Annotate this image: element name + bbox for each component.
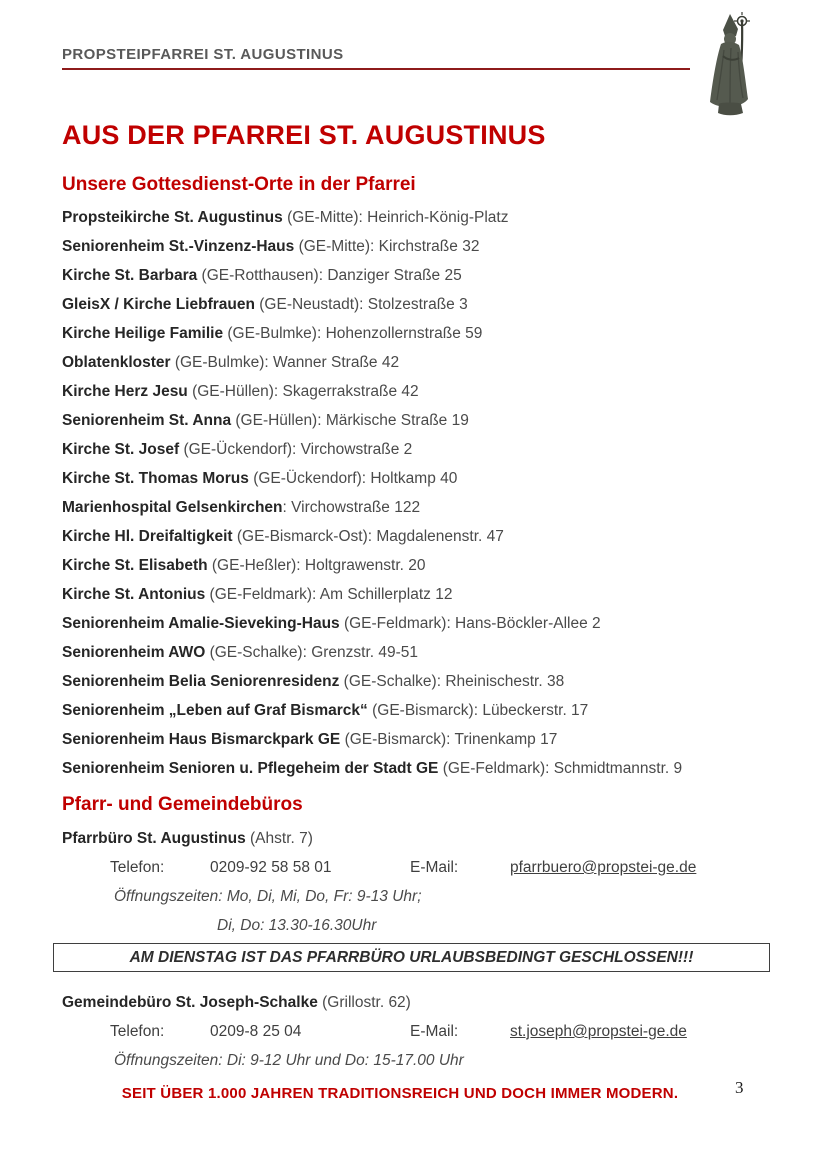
site-detail: (GE-Schalke): Rheinischestr. 38 [339, 673, 565, 690]
site-detail: (GE-Hüllen): Märkische Straße 19 [231, 412, 469, 429]
office-gemeindebuero [62, 988, 770, 1075]
section-heading-worship-sites: Unsere Gottesdienst-Orte in der Pfarrei [62, 174, 416, 195]
bishop-statue-icon [697, 12, 763, 116]
list-item [62, 696, 772, 725]
phone-number: 0209-8 25 04 [210, 1023, 302, 1040]
list-item [62, 406, 772, 435]
list-item [62, 290, 772, 319]
site-name: Kirche Heilige Familie [62, 325, 224, 342]
list-item [62, 551, 772, 580]
site-name: Seniorenheim Senioren u. Pflegeheim der Stadt GE [62, 760, 439, 777]
site-detail: (GE-Bismarck): Trinenkamp 17 [340, 731, 558, 748]
list-item [62, 609, 772, 638]
site-name: Seniorenheim Belia Seniorenresidenz [62, 673, 340, 690]
site-name: Seniorenheim „Leben auf Graf Bismarck“ [62, 702, 368, 719]
site-detail: (GE-Bulmke): Wanner Straße 42 [170, 354, 400, 371]
site-detail: (GE-Ückendorf): Holtkamp 40 [248, 470, 458, 487]
site-name: Seniorenheim Amalie-Sieveking-Haus [62, 615, 340, 632]
phone-label: Telefon: [110, 859, 165, 876]
site-name: Propsteikirche St. Augustinus [62, 209, 283, 226]
site-name: Seniorenheim Haus Bismarckpark GE [62, 731, 341, 748]
site-name: Kirche St. Barbara [62, 267, 198, 284]
site-detail: (GE-Bismarck-Ost): Magdalenenstr. 47 [232, 528, 504, 545]
site-detail: : Virchowstraße 122 [282, 499, 421, 516]
page-header [62, 46, 690, 70]
closure-notice-text: AM DIENSTAG IST DAS PFARRBÜRO URLAUBSBEDINGT GESCHLOSSEN!!! [129, 949, 694, 966]
site-detail: (GE-Ückendorf): Virchowstraße 2 [179, 441, 413, 458]
email-label: E-Mail: [410, 1023, 459, 1040]
office-name-line [62, 988, 770, 1017]
list-item [62, 464, 772, 493]
list-item [62, 754, 772, 783]
page-number: 3 [735, 1078, 744, 1097]
office-contact-row [110, 1017, 770, 1046]
site-name: Marienhospital Gelsenkirchen [62, 499, 283, 516]
office-address: (Grillostr. 62) [317, 994, 411, 1011]
phone-number: 0209-92 58 58 01 [210, 859, 332, 876]
site-name: Kirche St. Elisabeth [62, 557, 208, 574]
site-detail: (GE-Feldmark): Hans-Böckler-Allee 2 [339, 615, 601, 632]
email-link[interactable]: pfarrbuero@propstei-ge.de [510, 859, 697, 876]
site-name: Kirche Hl. Dreifaltigkeit [62, 528, 233, 545]
list-item [62, 348, 772, 377]
offices-section [62, 824, 770, 1075]
worship-site-list [62, 203, 772, 783]
site-detail: (GE-Bismarck): Lübeckerstr. 17 [367, 702, 589, 719]
email-link[interactable]: st.joseph@propstei-ge.de [510, 1023, 687, 1040]
site-name: Seniorenheim St. Anna [62, 412, 232, 429]
office-address: (Ahstr. 7) [245, 830, 313, 847]
list-item [62, 232, 772, 261]
site-name: Kirche Herz Jesu [62, 383, 188, 400]
office-contact-row [110, 853, 770, 882]
site-detail: (GE-Hüllen): Skagerrakstraße 42 [187, 383, 419, 400]
site-name: Kirche St. Thomas Morus [62, 470, 249, 487]
office-hours-line1: Öffnungszeiten: Di: 9-12 Uhr und Do: 15-17.00 Uhr [114, 1052, 464, 1069]
site-detail: (GE-Neustadt): Stolzestraße 3 [254, 296, 468, 313]
phone-label: Telefon: [110, 1023, 165, 1040]
site-detail: (GE-Schalke): Grenzstr. 49-51 [205, 644, 419, 661]
site-name: Kirche St. Josef [62, 441, 180, 458]
list-item [62, 493, 772, 522]
site-detail: (GE-Heßler): Holtgrawenstr. 20 [207, 557, 426, 574]
office-name: Pfarrbüro St. Augustinus [62, 830, 246, 847]
list-item [62, 377, 772, 406]
list-item [62, 203, 772, 232]
office-pfarrbuero [62, 824, 770, 940]
site-name: Seniorenheim St.-Vinzenz-Haus [62, 238, 295, 255]
site-name: Kirche St. Antonius [62, 586, 206, 603]
office-name-line [62, 824, 770, 853]
footer-slogan: SEIT ÜBER 1.000 JAHREN TRADITIONSREICH UND DOCH IMMER MODERN. [121, 1085, 679, 1102]
site-name: Seniorenheim AWO [62, 644, 206, 661]
email-label: E-Mail: [410, 859, 459, 876]
list-item [62, 435, 772, 464]
site-detail: (GE-Mitte): Kirchstraße 32 [294, 238, 480, 255]
page-title: AUS DER PFARREI ST. AUGUSTINUS [62, 120, 546, 150]
list-item [62, 319, 772, 348]
office-hours-line1: Öffnungszeiten: Mo, Di, Mi, Do, Fr: 9-13 Uhr; [114, 888, 422, 905]
header-title: PROPSTEIPFARREI ST. AUGUSTINUS [62, 46, 344, 63]
list-item [62, 638, 772, 667]
section-heading-offices: Pfarr- und Gemeindebüros [62, 794, 303, 815]
site-detail: (GE-Feldmark): Am Schillerplatz 12 [205, 586, 453, 603]
list-item [62, 667, 772, 696]
site-detail: (GE-Rotthausen): Danziger Straße 25 [197, 267, 462, 284]
list-item [62, 580, 772, 609]
list-item [62, 261, 772, 290]
office-hours-line2: Di, Do: 13.30-16.30Uhr [217, 917, 377, 934]
closure-notice-box [53, 943, 770, 972]
site-name: Oblatenkloster [62, 354, 171, 371]
list-item [62, 725, 772, 754]
site-detail: (GE-Feldmark): Schmidtmannstr. 9 [438, 760, 683, 777]
list-item [62, 522, 772, 551]
site-detail: (GE-Mitte): Heinrich-König-Platz [282, 209, 509, 226]
site-detail: (GE-Bulmke): Hohenzollernstraße 59 [223, 325, 483, 342]
office-name: Gemeindebüro St. Joseph-Schalke [62, 994, 318, 1011]
site-name: GleisX / Kirche Liebfrauen [62, 296, 255, 313]
